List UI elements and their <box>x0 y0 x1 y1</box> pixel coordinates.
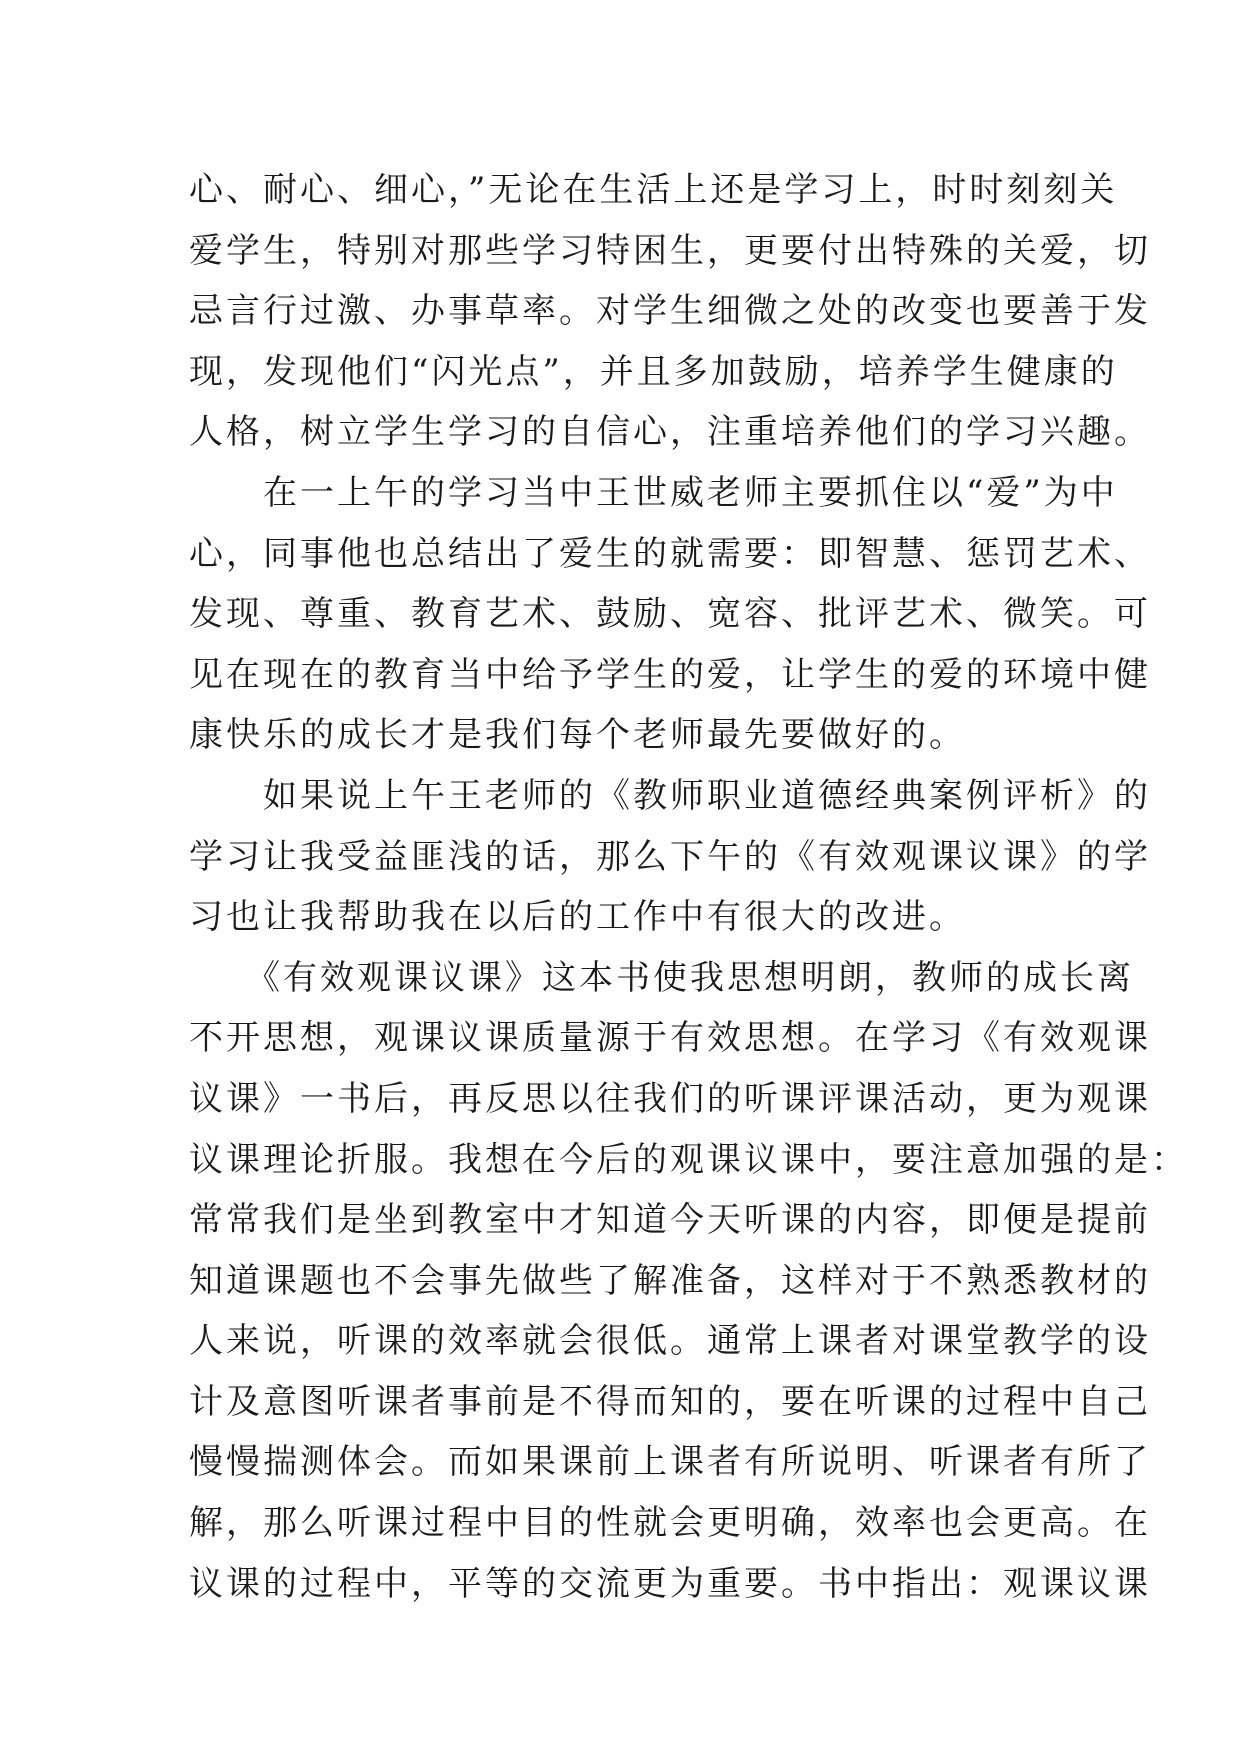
text-line: 如果说上午王老师的《教师职业道德经典案例评析》的 <box>189 775 1151 816</box>
text-line: 议课理论折服。我想在今后的观课议课中，要注意加强的是： <box>189 1139 1188 1180</box>
text-line: 爱学生，特别对那些学习特困生，更要付出特殊的关爱，切 <box>189 230 1151 271</box>
text-line: 心、耐心、细心，”无论在生活上还是学习上，时时刻刻关 <box>189 170 1118 210</box>
text-line: 知道课题也不会事先做些了解准备，这样对于不熟悉教材的 <box>189 1260 1151 1301</box>
text-line: 现，发现他们“闪光点”，并且多加鼓励，培养学生健康的 <box>189 351 1118 392</box>
text-line: 解，那么听课过程中目的性就会更明确，效率也会更高。在 <box>189 1503 1151 1544</box>
text-line: 议课的过程中，平等的交流更为重要。书中指出：观课议课 <box>189 1563 1151 1604</box>
text-line: 议课》一书后，再反思以往我们的听课评课活动，更为观课 <box>189 1078 1151 1119</box>
text-line: 计及意图听课者事前是不得而知的，要在听课的过程中自己 <box>189 1381 1151 1422</box>
text-line: 慢慢揣测体会。而如果课前上课者有所说明、听课者有所了 <box>189 1442 1151 1483</box>
text-line: 心，同事他也总结出了爱生的就需要：即智慧、惩罚艺术、 <box>189 533 1151 574</box>
text-line: 康快乐的成长才是我们每个老师最先要做好的。 <box>189 715 966 756</box>
text-line: 见在现在的教育当中给予学生的爱，让学生的爱的环境中健 <box>189 654 1151 695</box>
text-line: 忌言行过激、办事草率。对学生细微之处的改变也要善于发 <box>189 291 1151 332</box>
text-line: 人格，树立学生学习的自信心，注重培养他们的学习兴趣。 <box>189 412 1151 453</box>
text-line: 发现、尊重、教育艺术、鼓励、宽容、批评艺术、微笑。可 <box>189 594 1151 635</box>
body-text <box>189 160 1188 1614</box>
text-line: 常常我们是坐到教室中才知道今天听课的内容，即便是提前 <box>189 1200 1151 1241</box>
text-line: 人来说，听课的效率就会很低。通常上课者对课堂教学的设 <box>189 1321 1151 1362</box>
text-line: 习也让我帮助我在以后的工作中有很大的改进。 <box>189 897 966 938</box>
text-line: 学习让我受益匪浅的话，那么下午的《有效观课议课》的学 <box>189 836 1151 877</box>
text-line: 在一上午的学习当中王世威老师主要抓住以“爱”为中 <box>189 472 1118 513</box>
text-line: 《有效观课议课》这本书使我思想明朗，教师的成长离 <box>189 957 1134 998</box>
text-line: 不开思想，观课议课质量源于有效思想。在学习《有效观课 <box>189 1018 1151 1059</box>
